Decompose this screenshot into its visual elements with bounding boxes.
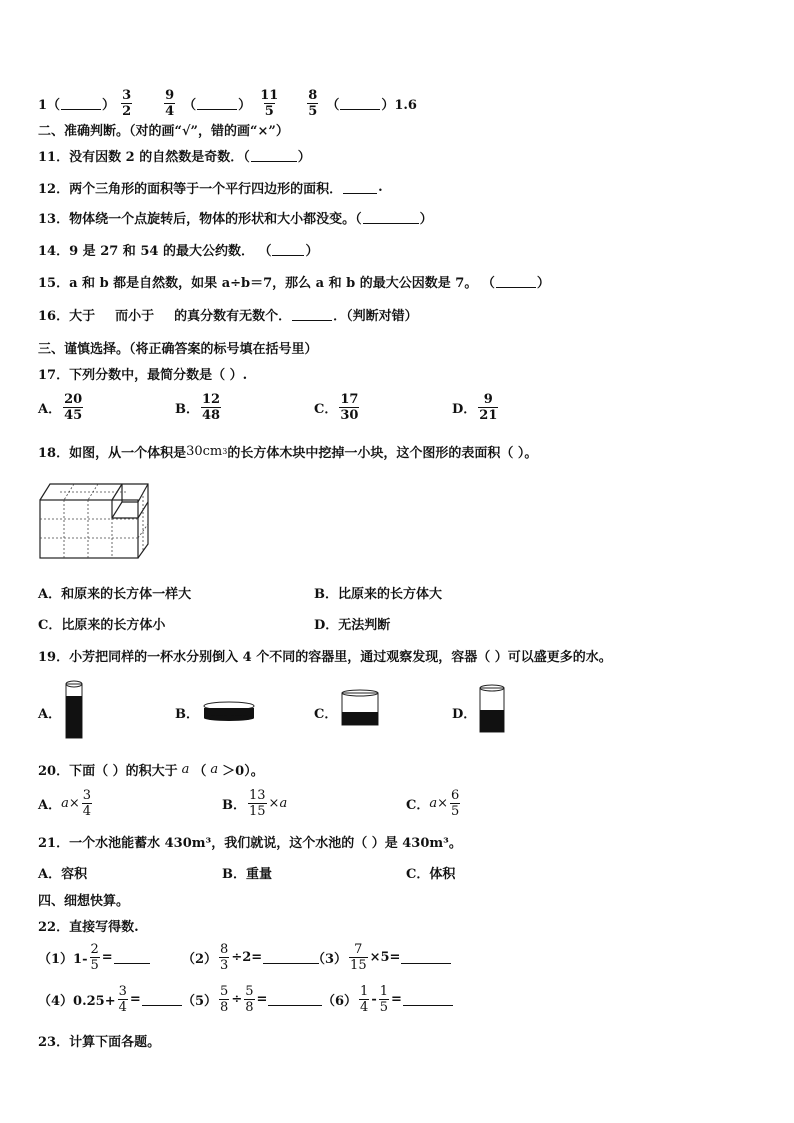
compare-row: 1（ ） $\frac{3}{2}$ $\frac{9}{4}$ （ ） $\frac{11}{5}$ $\frac{8}{5}$ （ ）1.6 [38,88,417,119]
question-13: 13．物体绕一个点旋转后，物体的形状和大小都没变。（ ） [38,212,433,227]
fraction: $\frac{9}{21}$ [479,392,498,423]
option-a[interactable]: A．容积 [38,867,88,882]
calc-item-2: （2） $\frac{8}{3}$ ÷2= [182,942,320,973]
question-16: 16．大于 而小于 的真分数有无数个． ．（判断对错） [38,309,418,324]
flat-dish-container-icon [202,700,256,722]
answer-blank[interactable] [263,951,319,964]
option-b[interactable]: B． $\frac{13}{15}$ ×a [222,788,288,819]
option-b[interactable]: B． [175,707,199,722]
fraction: $\frac{3}{2}$ [122,88,132,119]
option-a[interactable]: A． [38,707,62,722]
fraction: $\frac{9}{4}$ [165,88,175,119]
option-a[interactable]: A． $\frac{20}{45}$ [38,392,83,423]
fraction: $\frac{11}{5}$ [260,88,279,119]
fraction: $\frac{12}{48}$ [202,392,221,423]
answer-blank[interactable] [401,951,451,964]
question-23: 23．计算下面各题。 [38,1035,161,1050]
question-15: 15．a 和 b 都是自然数，如果 a÷b＝7，那么 a 和 b 的最大公因数是 7。 （ ） [38,276,550,291]
fraction: $\frac{13}{15}$ [249,788,266,819]
answer-blank[interactable] [363,211,419,224]
option-d[interactable]: D． $\frac{9}{21}$ [452,392,498,423]
section-heading: 三、谨慎选择。（将正确答案的标号填在括号里） [38,342,318,357]
fraction: $\frac{1}{5}$ [379,984,389,1015]
question-19: 19．小芳把同样的一杯水分别倒入 4 个不同的容器里，通过观察发现，容器（ ）可以盛更多的水。 [38,650,612,665]
fraction: $\frac{20}{45}$ [64,392,83,423]
option-a[interactable]: A． a× $\frac{3}{4}$ [38,788,92,819]
fraction: $\frac{17}{30}$ [340,392,359,423]
question-11: 11．没有因数 2 的自然数是奇数．（ ） [38,150,311,165]
answer-blank[interactable] [403,993,453,1006]
question-14: 14．9 是 27 和 54 的最大公约数． （ ） [38,244,319,259]
answer-blank[interactable] [343,181,377,194]
answer-blank[interactable] [268,993,322,1006]
option-b[interactable]: B．重量 [222,867,272,882]
option-d[interactable]: D． [452,707,477,722]
answer-blank[interactable] [61,97,101,110]
calc-item-4: （4）0.25+ $\frac{3}{4}$ = [38,984,183,1015]
fraction: $\frac{7}{15}$ [350,942,367,973]
fraction: $\frac{3}{4}$ [82,788,92,819]
option-c[interactable]: C．体积 [406,867,456,882]
option-a[interactable]: A．和原来的长方体一样大 [38,587,192,602]
question-21: 21．一个水池能蓄水 430m³，我们就说，这个水池的（ ）是 430m³。 [38,836,462,851]
fraction: $\frac{2}{5}$ [90,942,99,973]
answer-blank[interactable] [292,308,332,321]
option-c[interactable]: C． $\frac{17}{30}$ [314,392,359,423]
question-17: 17．下列分数中，最简分数是（ ）. [38,368,248,383]
option-d[interactable]: D．无法判断 [314,618,391,633]
answer-blank[interactable] [272,243,304,256]
answer-blank[interactable] [114,951,150,964]
answer-blank[interactable] [340,97,380,110]
calc-item-1: （1）1- $\frac{2}{5}$ = [38,942,151,973]
fraction: $\frac{5}{8}$ [245,984,254,1015]
option-c[interactable]: C． [314,707,338,722]
calc-item-5: （5） $\frac{5}{8}$ ÷ $\frac{5}{8}$ = [182,984,323,1015]
question-20: 20．下面（ ）的积大于 a （ a ＞0）。 [38,762,264,779]
fraction: $\frac{8}{3}$ [220,942,229,973]
option-b[interactable]: B．比原来的长方体大 [314,587,442,602]
option-c[interactable]: C．比原来的长方体小 [38,618,166,633]
calc-item-3: （3） $\frac{7}{15}$ ×5= [312,942,452,973]
option-b[interactable]: B． $\frac{12}{48}$ [175,392,221,423]
calc-item-6: （6） $\frac{1}{4}$ - $\frac{1}{5}$ = [322,984,454,1015]
answer-blank[interactable] [251,149,297,162]
cuboid-figure [38,478,154,560]
answer-blank[interactable] [496,275,536,288]
medium-container-icon [478,684,506,734]
question-18: 18．如图，从一个体积是 30cm 3 的长方体木块中挖掉一小块，这个图形的表面积（ ）。 [38,444,538,461]
fraction: $\frac{6}{5}$ [451,788,460,819]
section-heading: 四、细想快算。 [38,894,130,909]
question-22: 22．直接写得数. [38,920,139,935]
fraction: $\frac{3}{4}$ [118,984,127,1015]
question-12: 12．两个三角形的面积等于一个平行四边形的面积． . [38,180,383,197]
fraction: $\frac{8}{5}$ [308,88,318,119]
section-heading: 二、准确判断。（对的画“√”，错的画“×”） [38,124,289,139]
option-c[interactable]: C． a× $\frac{6}{5}$ [406,788,460,819]
fraction: $\frac{5}{8}$ [220,984,229,1015]
tall-narrow-container-icon [64,680,84,740]
wide-container-icon [340,688,380,728]
fraction: $\frac{1}{4}$ [360,984,369,1015]
answer-blank[interactable] [142,993,182,1006]
answer-blank[interactable] [197,97,237,110]
